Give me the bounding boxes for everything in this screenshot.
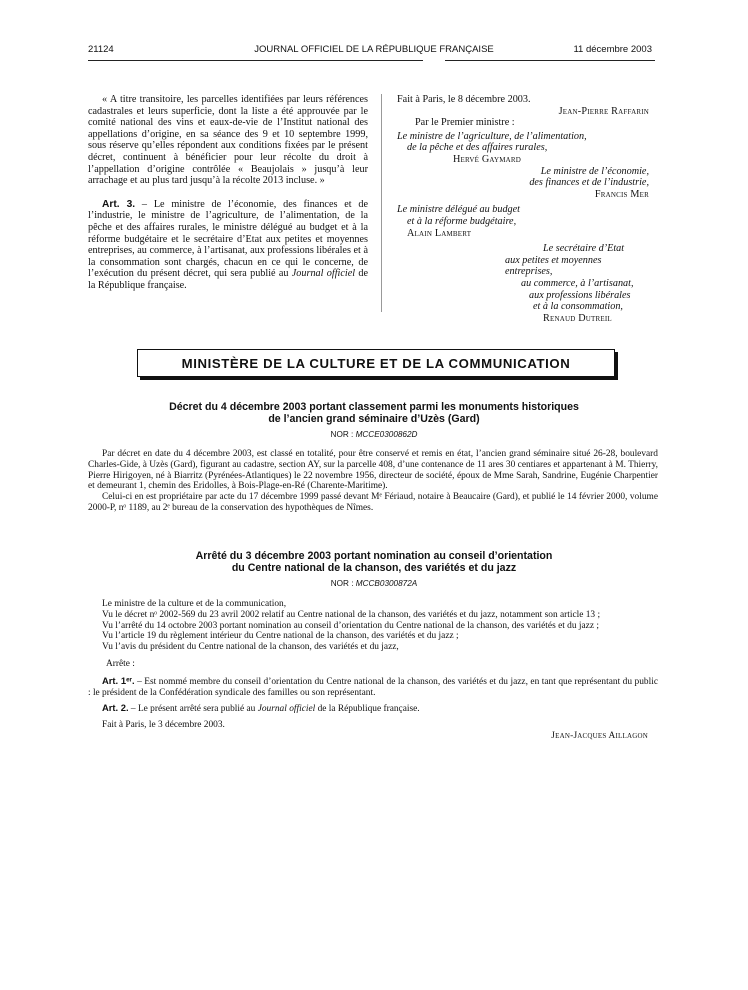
arrete-article-1-label: Art. 1ᵉʳ. [102,674,135,686]
decree-nor-label: NOR : [330,430,356,439]
arrete-nor [0,579,748,588]
ministry-banner: MINISTÈRE DE LA CULTURE ET DE LA COMMUNICATION [137,349,615,377]
se-title-2: aux petites et moyennes entreprises, [505,254,602,278]
article-3 [88,199,368,292]
agri-title-2: de la pêche et des affaires rurales, [407,142,548,154]
arrete-article-2-journal: Journal officiel [257,704,316,715]
budget-title-1: Le ministre délégué au budget [397,204,520,216]
se-title-3: au commerce, à l’artisanat, [521,277,634,289]
header-rule-left [88,60,423,61]
decree-body [88,449,658,514]
arrete-article-1-text: – Est nommé membre du conseil d’orientation du Centre national de la chanson, des variétés et du jazz, en tant que représentant du public : le président de la Confédération syndicale des familles ou son représentant. [88,676,658,698]
article-3-journal: Journal officiel [291,268,356,280]
header-rule-right [445,60,655,61]
decree-title [0,402,748,425]
journal-title: JOURNAL OFFICIEL DE LA RÉPUBLIQUE FRANÇAISE [254,44,494,55]
arrete-visa-2: Vu l’arrêté du 14 octobre 2003 portant nomination au conseil d’orientation du Centre national de la chanson, des variétés et du jazz ; [102,620,599,631]
decree-nor [0,430,748,439]
arrete-body [88,599,658,742]
budget-title-2: et à la réforme budgétaire, [407,215,517,227]
arrete-article-2-label: Art. 2. [102,702,129,714]
decree-paragraph-2: Celui-ci en est propriétaire par acte du 17 décembre 1999 passé devant Mᵉ Fériaud, notaire à Beaucaire (Gard), et publié le 14 février 2000, volume 2000-P, nᵒ 1189, au 2ᵉ bureau de la conservation des hypothèques de Nîmes. [88,492,658,513]
article-3-text: – Le ministre de l’économie, des finances et de l’industrie, le ministre de l’agriculture, de l’alimentation, de la pêche et des affaires rurales, le ministre délégué au budget et à la réforme budgétaire et le secrétaire d’Etat aux petites et moyennes entreprises, au commerce, à l’artisanat, aux professions libérales et à la consommation sont chargés, chacun en ce qui le concerne, de l’exécution du présent décret, qui sera publié au [88,198,368,280]
arrete-title-line-2: du Centre national de la chanson, des variétés et du jazz [231,561,517,574]
signature-block [397,94,649,324]
arrete-visa-4: Vu l’avis du président du Centre national de la chanson, des variétés et du jazz, [102,642,399,653]
arrete-nor-label: NOR : [330,579,356,588]
arrete-title-line-1: Arrêté du 3 décembre 2003 portant nomination au conseil d’orientation [195,550,553,562]
agri-name: Hervé Gaymard [453,153,522,165]
article-3-end: de la République française. [88,268,368,291]
column-separator [381,94,382,312]
decree-paragraph-1: Par décret en date du 4 décembre 2003, est classé en totalité, pour être conservé et remis en état, l’ancien grand séminaire situé 26-28, boulevard Charles-Gide, à Uzès (Gard), figurant au cadastre, section AY, sur la parcelle 408, d’une contenance de 11 ares 30 centiares et appartenant à M. Thierry, Pierre Hirigoyen, né à Biarritz (Pyrénées-Atlantiques) le 22 novembre 1956, directeur de société, époux de Mme Sarah, Sandrine, Eugénie Charpentier et demeurant 1, chemin des Eridolles, à Bois-Plage-en-Ré (Charente-Maritime). [88,449,658,492]
budget-name: Alain Lambert [407,227,472,239]
pm-by: Par le Premier ministre : [415,117,515,129]
transitional-clause: « A titre transitoire, les parcelles identifiées par leurs références cadastrales et leurs superficie, dont la liste a été approuvée par le comité national des vins et eaux-de-vie de l’Institut national des appellations d’origine, en sa séance des 9 et 10 septembre 1999, sous réserve qu’elles répondent aux conditions fixées par le présent décret, continuent à bénéficier pour leur récolte du droit à l’appellation d’origine contrôlée « Beaujolais » jusqu’à leur arrachage et au plus tard jusqu’à la récolte 2013 incluse. » [88,94,368,187]
eco-title-2: des finances et de l’industrie, [529,177,649,189]
pm-name: Jean-Pierre Raffarin [558,105,649,117]
header-date: 11 décembre 2003 [573,44,652,55]
arrete-signatory: Jean-Jacques Aillagon [551,730,648,741]
page-number: 21124 [88,44,114,55]
arrete-nor-code: MCCB0300872A [355,579,418,588]
arrete-article-1 [88,676,658,699]
arrete-minister: Le ministre de la culture et de la communication, [102,599,287,609]
done-at: Fait à Paris, le 8 décembre 2003. [397,94,531,105]
se-title-5: et à la consommation, [533,301,623,313]
eco-title-1: Le ministre de l’économie, [540,165,649,177]
se-title-1: Le secrétaire d’Etat [543,243,625,255]
decree-title-line-1: Décret du 4 décembre 2003 portant classement parmi les monuments historiques [169,401,579,413]
agri-title-1: Le ministre de l’agriculture, de l’alimentation, [397,130,587,142]
arrete-visa-1: Vu le décret nᵒ 2002-569 du 23 avril 2002 relatif au Centre national de la chanson, des variétés et du jazz, notamment son article 13 ; [102,609,601,620]
se-name: Renaud Dutreil [543,312,612,324]
arrete-article-2-end: de la République française. [315,704,420,715]
article-3-label: Art. 3. [102,198,136,210]
arrete-title [0,551,748,574]
eco-name: Francis Mer [594,188,649,200]
arrete-label: Arrête : [106,658,135,669]
arrete-article-2-text: – Le présent arrêté sera publié au [128,704,258,715]
se-title-4: aux professions libérales [529,289,631,301]
arrete-done-at: Fait à Paris, le 3 décembre 2003. [102,720,225,731]
arrete-article-2 [88,703,658,715]
decree-nor-code: MCCE0300862D [355,430,418,439]
left-column [88,94,368,292]
arrete-visa-3: Vu l’article 19 du règlement intérieur du Centre national de la chanson, des variétés et du jazz ; [102,631,459,642]
decree-title-line-2: de l’ancien grand séminaire d’Uzès (Gard) [268,412,480,425]
